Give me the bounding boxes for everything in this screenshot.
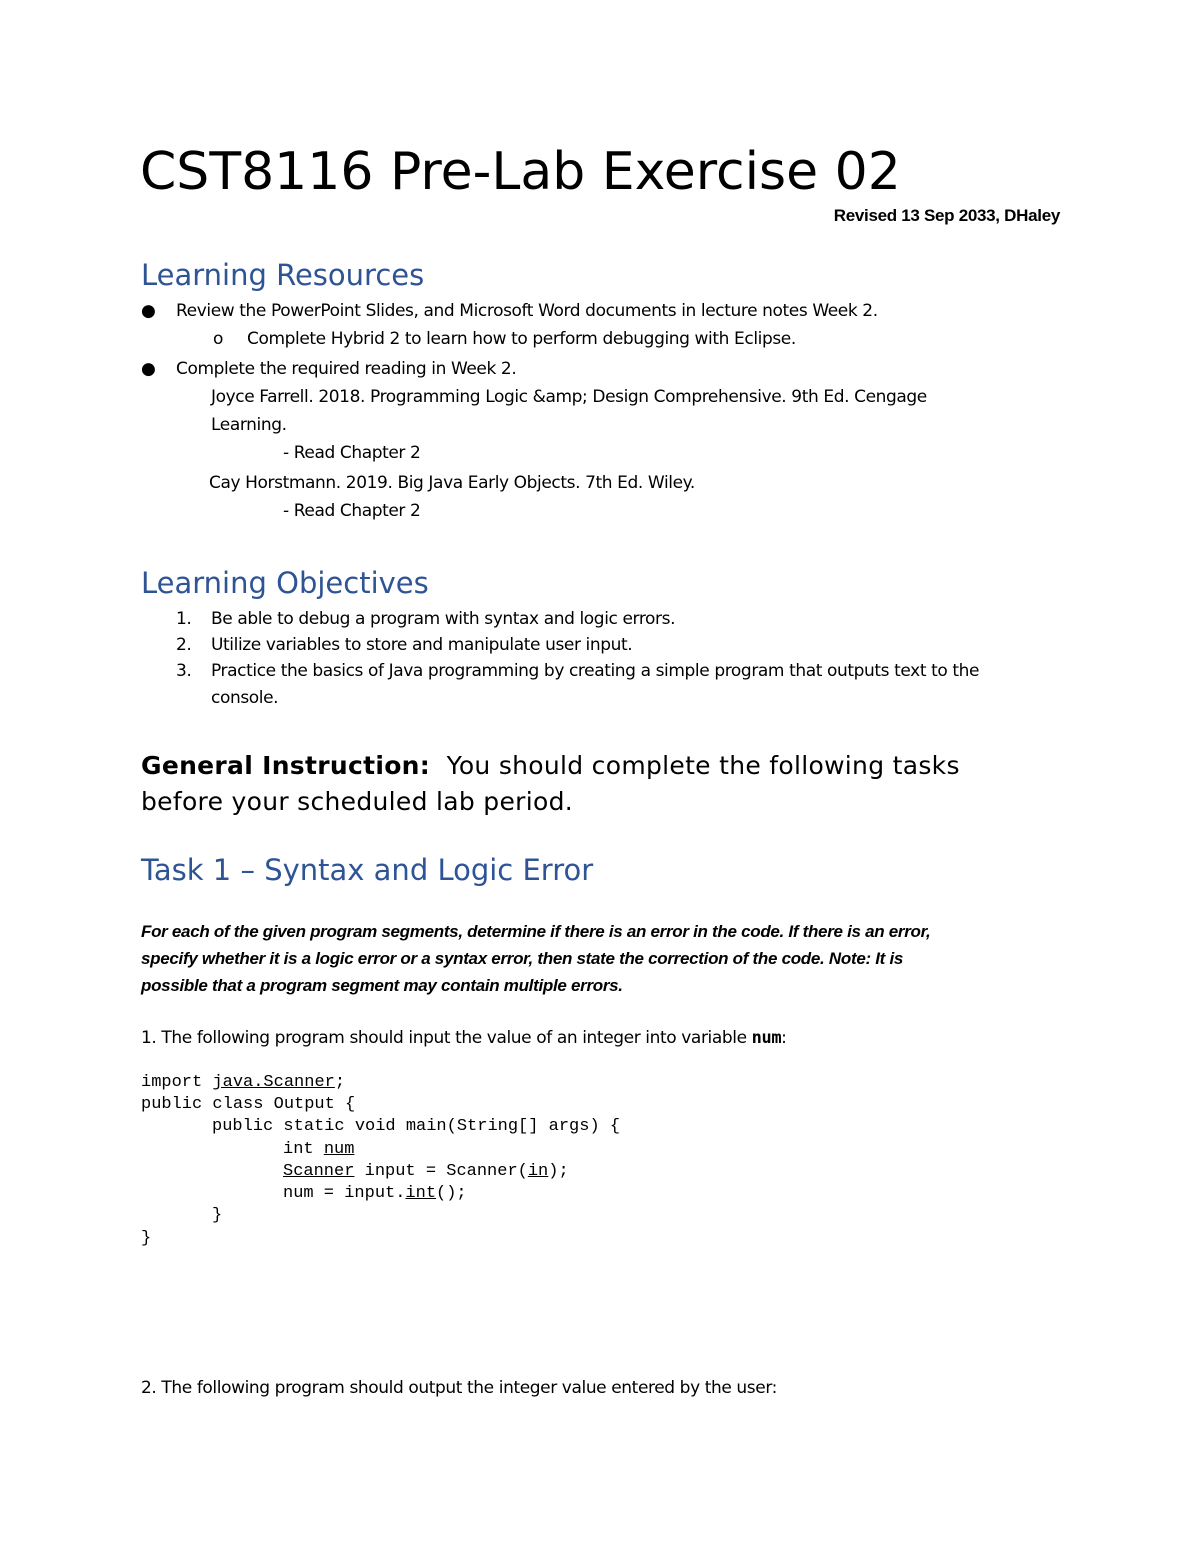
question-2: 2. The following program should output the integer value entered by the user: bbox=[141, 1378, 777, 1398]
code-token-underlined: in bbox=[527, 1162, 549, 1181]
code-token: int bbox=[283, 1140, 324, 1159]
general-instruction bbox=[141, 748, 960, 820]
objective-item: Utilize variables to store and manipulate user input. bbox=[211, 635, 633, 655]
code-token: input = Scanner( bbox=[354, 1162, 528, 1181]
code-line-1 bbox=[141, 1072, 345, 1094]
general-instruction-line-1: You should complete the following tasks bbox=[446, 751, 960, 780]
task-1-instructions-line-3: possible that a program segment may contain multiple errors. bbox=[141, 976, 623, 995]
task-1-instructions-line-1: For each of the given program segments, determine if there is an error in the code. If there is an error, bbox=[141, 922, 931, 941]
reference-farrell-reading: - Read Chapter 2 bbox=[283, 443, 421, 463]
question-1-colon: : bbox=[781, 1028, 787, 1048]
code-line-5 bbox=[283, 1161, 569, 1183]
task-1-instructions bbox=[141, 918, 930, 999]
bullet-icon: ● bbox=[141, 359, 156, 379]
objective-number: 1. bbox=[176, 609, 192, 629]
reference-farrell-cont: Learning. bbox=[211, 415, 287, 435]
general-instruction-line-2: before your scheduled lab period. bbox=[141, 787, 573, 816]
objective-number: 3. bbox=[176, 661, 192, 681]
reference-horstmann-reading: - Read Chapter 2 bbox=[283, 501, 421, 521]
resource-sub-bullet-1: Complete Hybrid 2 to learn how to perform debugging with Eclipse. bbox=[247, 329, 796, 349]
objective-item: Be able to debug a program with syntax and logic errors. bbox=[211, 609, 676, 629]
code-line-2: public class Output { bbox=[141, 1095, 356, 1114]
general-instruction-label: General Instruction: bbox=[141, 751, 431, 780]
code-line-6 bbox=[283, 1183, 467, 1205]
bullet-icon: ● bbox=[141, 301, 156, 321]
code-line-4 bbox=[283, 1139, 354, 1161]
code-line-3: public static void main(String[] args) { bbox=[212, 1117, 621, 1136]
resource-bullet-2: Complete the required reading in Week 2. bbox=[176, 359, 517, 379]
code-token: num = input. bbox=[283, 1184, 406, 1203]
task-1-instructions-line-2: specify whether it is a logic error or a syntax error, then state the correction of the code. Note: It is bbox=[141, 949, 904, 968]
question-1-variable: num bbox=[751, 1028, 782, 1048]
code-token-underlined: java.Scanner bbox=[212, 1073, 335, 1092]
reference-horstmann: Cay Horstmann. 2019. Big Java Early Objects. 7th Ed. Wiley. bbox=[209, 473, 695, 493]
objective-number: 2. bbox=[176, 635, 192, 655]
revision-note: Revised 13 Sep 2033, DHaley bbox=[833, 206, 1060, 225]
code-token-underlined: num bbox=[323, 1140, 355, 1159]
code-line-8: } bbox=[141, 1229, 152, 1248]
question-1-text: 1. The following program should input the value of an integer into variable bbox=[141, 1028, 752, 1048]
heading-learning-resources: Learning Resources bbox=[141, 258, 425, 292]
question-1 bbox=[141, 1026, 787, 1050]
heading-learning-objectives: Learning Objectives bbox=[141, 566, 429, 600]
code-line-7: } bbox=[212, 1206, 223, 1225]
objective-item-cont: console. bbox=[211, 688, 279, 708]
page-title: CST8116 Pre-Lab Exercise 02 bbox=[140, 142, 901, 202]
code-token: (); bbox=[436, 1184, 467, 1203]
sub-bullet-marker: o bbox=[213, 329, 224, 349]
code-token-underlined: int bbox=[405, 1184, 437, 1203]
code-token: ; bbox=[334, 1073, 346, 1092]
resource-bullet-1: Review the PowerPoint Slides, and Microsoft Word documents in lecture notes Week 2. bbox=[176, 301, 878, 321]
code-token-underlined: Scanner bbox=[283, 1162, 355, 1181]
heading-task-1: Task 1 – Syntax and Logic Error bbox=[141, 853, 594, 887]
code-token: ); bbox=[548, 1162, 569, 1181]
objective-item: Practice the basics of Java programming by creating a simple program that outputs text to the bbox=[211, 661, 980, 681]
code-token: import bbox=[141, 1073, 213, 1092]
reference-farrell: Joyce Farrell. 2018. Programming Logic &amp; Design Comprehensive. 9th Ed. Cengage bbox=[211, 387, 927, 407]
